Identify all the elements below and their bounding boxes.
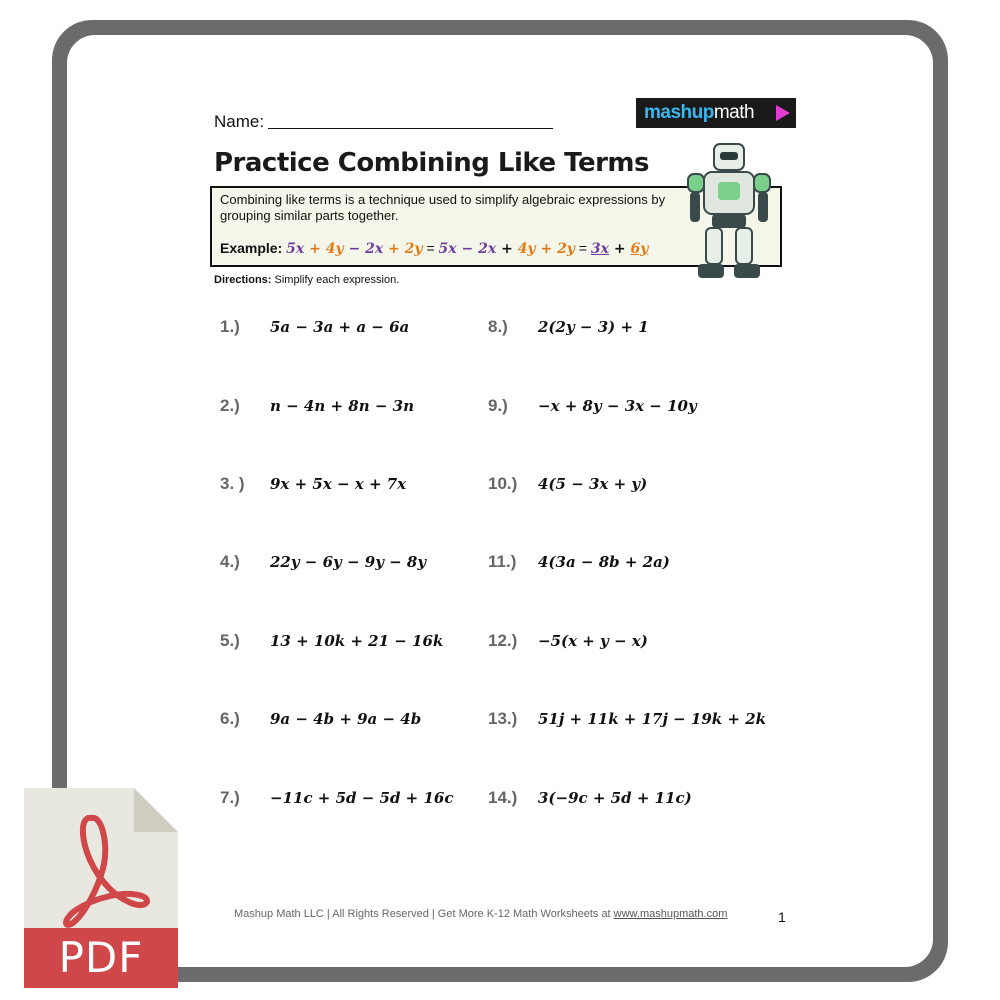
problem-8: [488, 317, 508, 337]
example-mid-term: −: [456, 241, 479, 257]
name-line: [268, 112, 553, 129]
example-mid: [439, 241, 575, 257]
problem-number: 14.): [488, 788, 518, 807]
problem-number: 9.): [488, 396, 508, 415]
page-number: 1: [778, 909, 786, 925]
name-label: Name:: [214, 112, 265, 131]
page-title: Practice Combining Like Terms: [214, 148, 649, 178]
problem-4: [220, 552, 240, 572]
problem-expression: n − 4n + 8n − 3n: [270, 397, 414, 415]
directions-label: Directions:: [214, 274, 272, 286]
problem-expression: 3(−9c + 5d + 11c): [538, 789, 692, 807]
directions: [214, 274, 399, 286]
problem-number: 2.): [220, 396, 240, 415]
example-equals-1: =: [422, 240, 439, 256]
example-lhs-term: +: [383, 241, 405, 257]
example-mid-term: +: [535, 241, 558, 257]
problem-number: 13.): [488, 709, 518, 728]
problem-1: [220, 317, 240, 337]
problem-expression: 2(2y − 3) + 1: [538, 318, 649, 336]
problem-number: 5.): [220, 631, 240, 650]
problem-number: 6.): [220, 709, 240, 728]
problem-14: [488, 788, 517, 808]
problem-13: [488, 709, 517, 729]
problem-expression: −x + 8y − 3x − 10y: [538, 397, 697, 415]
footer-link[interactable]: www.mashupmath.com: [613, 908, 728, 920]
problem-expression: 51j + 11k + 17j − 19k + 2k: [538, 710, 767, 728]
example-mid-term: 2x: [478, 241, 497, 257]
example-mid-term: +: [496, 241, 518, 257]
problem-expression: 5a − 3a + a − 6a: [270, 318, 410, 336]
example-lhs-term: 4y: [325, 241, 344, 257]
problem-expression: 4(3a − 8b + 2a): [538, 553, 670, 571]
logo-text-up: up: [691, 102, 714, 123]
problem-number: 10.): [488, 474, 518, 493]
name-field: [214, 112, 553, 132]
logo-text-mash: mash: [644, 102, 692, 123]
footer-text: Mashup Math LLC | All Rights Reserved | Get More K-12 Math Worksheets at: [234, 908, 614, 920]
problem-2: [220, 396, 240, 416]
problem-expression: 9a − 4b + 9a − 4b: [270, 710, 422, 728]
robot-illustration: [684, 142, 774, 292]
problem-number: 4.): [220, 552, 240, 571]
mashup-math-logo: [636, 98, 796, 128]
problem-expression: 4(5 − 3x + y): [538, 475, 648, 493]
play-icon: [776, 105, 790, 121]
example-lhs-term: 2x: [365, 241, 384, 257]
intro-text: Combining like terms is a technique used to simplify algebraic expressions by grouping similar parts together.: [220, 192, 666, 223]
example-line: [220, 240, 648, 257]
problem-number: 1.): [220, 317, 240, 336]
example-equals-2: =: [574, 240, 591, 256]
problem-3: [220, 474, 245, 494]
problem-5: [220, 631, 240, 651]
problem-7: [220, 788, 240, 808]
problem-9: [488, 396, 508, 416]
problem-number: 3. ): [220, 474, 245, 493]
example-result-plus: +: [609, 241, 631, 257]
problem-expression: 22y − 6y − 9y − 8y: [270, 553, 427, 571]
problem-6: [220, 709, 240, 729]
problem-number: 12.): [488, 631, 518, 650]
problem-expression: 13 + 10k + 21 − 16k: [270, 632, 444, 650]
example-lhs-term: 2y: [404, 241, 423, 257]
problem-number: 11.): [488, 552, 517, 571]
directions-text: Simplify each expression.: [271, 274, 400, 286]
example-mid-term: 5x: [438, 241, 457, 257]
footer: [234, 908, 727, 920]
logo-text-math: math: [713, 102, 755, 123]
problem-12: [488, 631, 517, 651]
example-label: Example:: [220, 240, 283, 256]
problem-expression: −5(x + y − x): [538, 632, 648, 650]
example-mid-term: 4y: [517, 241, 536, 257]
example-result-y: 6y: [630, 241, 649, 257]
problem-11: [488, 552, 516, 572]
problem-number: 7.): [220, 788, 240, 807]
example-result-x: 3x: [590, 241, 610, 257]
problem-number: 8.): [488, 317, 508, 336]
pdf-label: PDF: [58, 933, 144, 982]
problem-expression: 9x + 5x − x + 7x: [270, 475, 407, 493]
problem-expression: −11c + 5d − 5d + 16c: [270, 789, 454, 807]
example-lhs-term: +: [304, 241, 326, 257]
example-mid-term: 2y: [557, 241, 575, 257]
example-lhs-term: −: [343, 241, 366, 257]
problem-10: [488, 474, 517, 494]
example-lhs: [286, 241, 422, 257]
example-lhs-term: 5x: [286, 241, 305, 257]
